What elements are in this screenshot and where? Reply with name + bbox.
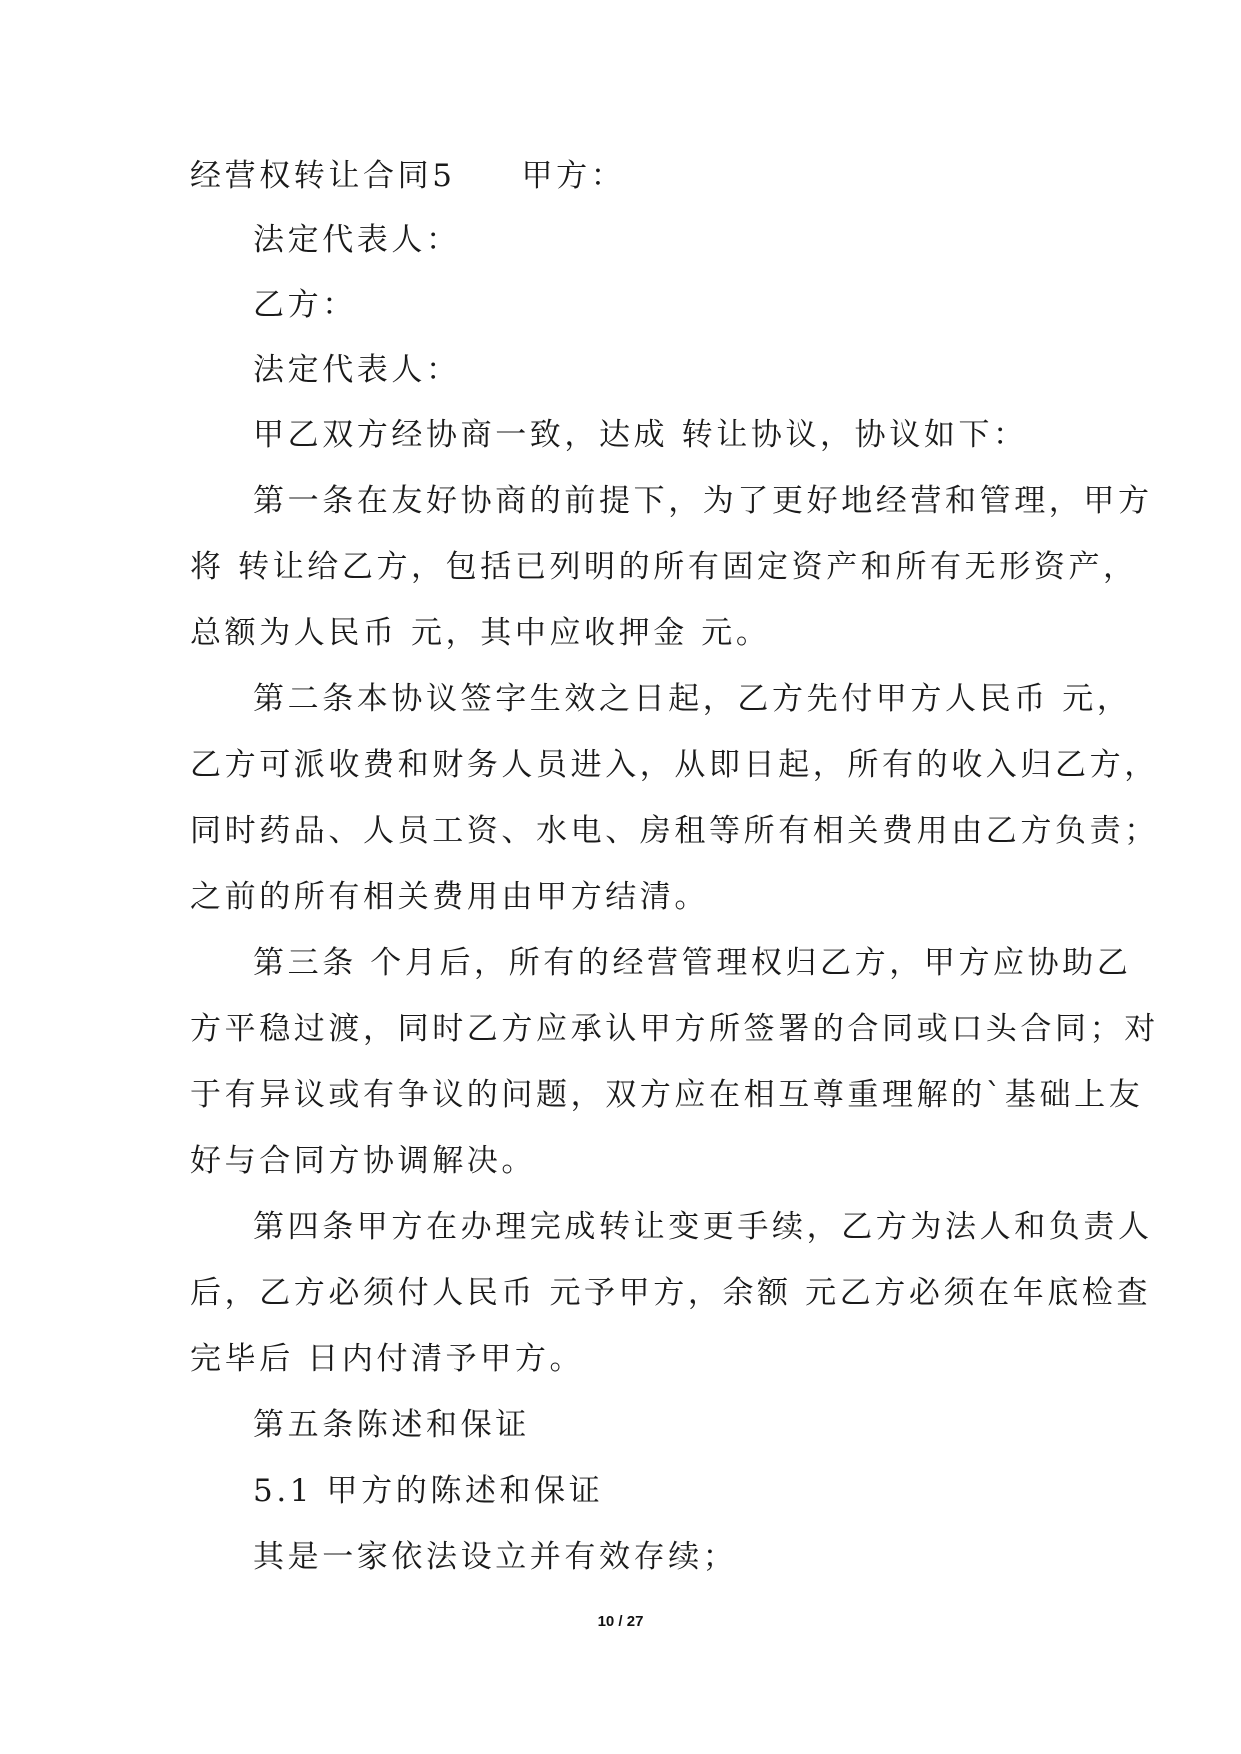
- party-b-label: 乙方：: [253, 287, 357, 323]
- article-3: [190, 943, 1159, 1181]
- page-number: 10 / 27: [597, 1613, 644, 1630]
- article-2-line: 之前的所有相关费用由甲方结清。: [190, 879, 709, 915]
- article-1-line: 第一条在友好协商的前提下，为了更好地经营和管理，甲方: [253, 483, 1153, 519]
- article-3-line: 第三条 个月后，所有的经营管理权归乙方，甲方应协助乙: [253, 945, 1132, 981]
- article-4-line: 完毕后 日内付清予甲方。: [190, 1341, 585, 1377]
- article-2-line: 同时药品、人员工资、水电、房租等所有相关费用由乙方负责；: [190, 813, 1159, 849]
- party-b-representative: 法定代表人：: [253, 352, 461, 388]
- article-4-line: 后，乙方必须付人民币 元予甲方，余额 元乙方必须在年底检查: [190, 1275, 1152, 1311]
- article-2: [190, 679, 1159, 917]
- party-a-representative: 法定代表人：: [253, 222, 461, 258]
- title-line: [190, 156, 1070, 196]
- article-2-line: 第二条本协议签字生效之日起，乙方先付甲方人民币 元，: [253, 681, 1132, 717]
- article-2-line: 乙方可派收费和财务人员进入，从即日起，所有的收入归乙方，: [190, 747, 1159, 783]
- document-body: [190, 156, 1159, 1577]
- article-4-line: 第四条甲方在办理完成转让变更手续，乙方为法人和负责人: [253, 1209, 1153, 1245]
- section-5-1-item: 其是一家依法设立并有效存续；: [253, 1539, 738, 1575]
- article-1-line: 总额为人民币 元，其中应收押金 元。: [190, 615, 771, 651]
- document-title: 经营权转让合同5: [190, 158, 456, 194]
- article-3-line: 方平稳过渡，同时乙方应承认甲方所签署的合同或口头合同；对: [190, 1011, 1159, 1047]
- section-5-1-heading: 5.1 甲方的陈述和保证: [253, 1473, 604, 1509]
- preamble: 甲乙双方经协商一致，达成 转让协议，协议如下：: [253, 417, 1028, 453]
- article-5-title: 第五条陈述和保证: [253, 1407, 530, 1443]
- party-a-label: 甲方：: [521, 158, 626, 194]
- article-1: [190, 481, 1153, 653]
- article-3-line: 于有异议或有争议的问题，双方应在相互尊重理解的`基础上友: [190, 1077, 1144, 1113]
- article-1-line: 将 转让给乙方，包括已列明的所有固定资产和所有无形资产，: [190, 549, 1138, 585]
- article-3-line: 好与合同方协调解决。: [190, 1143, 536, 1179]
- article-4: [190, 1207, 1153, 1379]
